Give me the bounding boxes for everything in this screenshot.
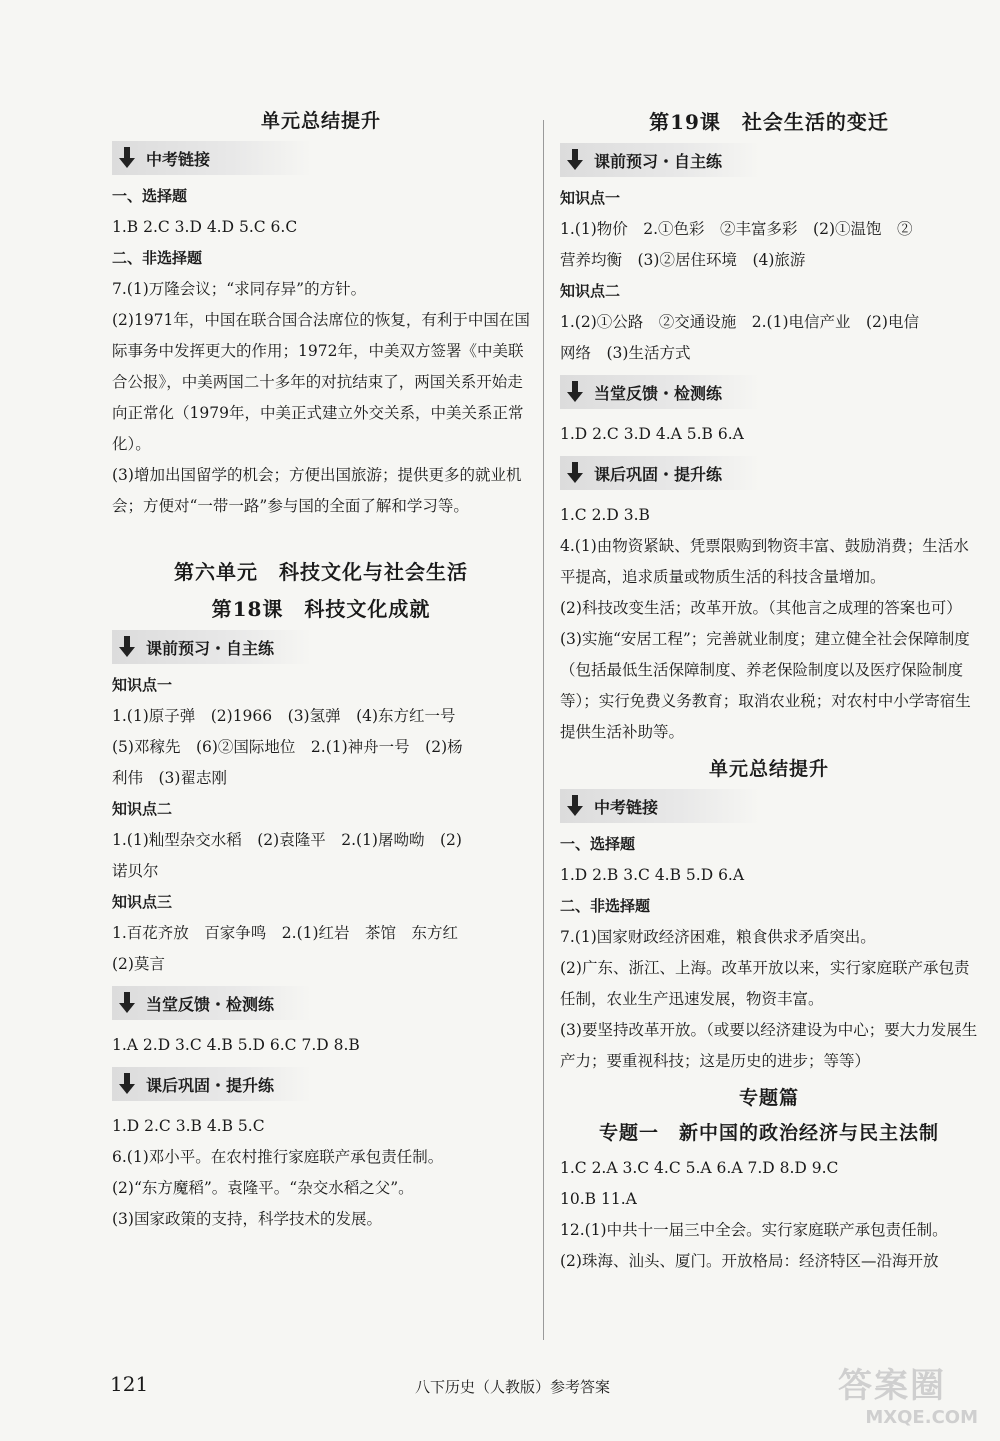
choice-answers: 1.D 2.B 3.C 4.B 5.D 6.A [560, 866, 745, 884]
answer-q4-1: 4.(1)由物资紧缺、凭票限购到物资丰富、鼓励消费；生活水平提高，追求质量或物质生活的科技含量增加。 [560, 537, 969, 586]
watermark-logo [838, 1358, 978, 1430]
answer-q12-2: (2)珠海、汕头、厦门。开放格局：经济特区—沿海开放 [560, 1252, 939, 1270]
unit-summary-title: 单元总结提升 [260, 110, 381, 132]
banner-label: 课前预习・自主练 [594, 151, 723, 171]
lesson19-title: 第19课 社会生活的变迁 [649, 110, 889, 134]
column-divider [543, 120, 544, 1340]
zhongkao-banner [112, 141, 312, 175]
answer-q4-3: (3)实施“安居工程”；完善就业制度；建立健全社会保障制度（包括最低生活保障制度、养老保险制度以及医疗保险制度等）；实行免费义务教育；取消农业税；对农村中小学寄宿生提供生活补助等。 [560, 630, 971, 741]
down-arrow-icon [566, 795, 584, 817]
down-arrow-icon [566, 149, 584, 171]
footer-title: 八下历史（人教版）参考答案 [415, 1378, 611, 1396]
answer-line: 利伟 (3)翟志刚 [112, 769, 227, 787]
watermark-main: 答案圈 [838, 1366, 946, 1406]
answer-q7-1: 7.(1)万隆会议；“求同存异”的方针。 [112, 280, 367, 298]
answer-line: 1.(1)原子弹 (2)1966 (3)氢弹 (4)东方红一号 [112, 707, 456, 725]
zhongkao-banner [560, 789, 760, 823]
answer-q7-3: (3)要坚持改革开放。（或要以经济建设为中心；要大力发展生产力；要重视科技；这是历史的进步；等等） [560, 1021, 978, 1070]
answer-line: 6.(1)邓小平。在农村推行家庭联产承包责任制。 [112, 1148, 444, 1166]
answer-line: 1.C 2.A 3.C 4.C 5.A 6.A 7.D 8.D 9.C [560, 1159, 839, 1177]
down-arrow-icon [118, 1073, 136, 1095]
lesson18-title: 第18课 科技文化成就 [211, 597, 431, 621]
answer-q7-1: 7.(1)国家财政经济困难，粮食供求矛盾突出。 [560, 928, 876, 946]
answer-line: 10.B 11.A [560, 1190, 637, 1208]
down-arrow-icon [118, 636, 136, 658]
nonchoice-label: 二、非选择题 [112, 249, 203, 267]
answer-line: 1.百花齐放 百家争鸣 2.(1)红岩 茶馆 东方红 [112, 924, 459, 942]
knowledge-point-1: 知识点一 [112, 676, 173, 694]
after-class-banner [560, 456, 760, 490]
right-column [560, 100, 978, 1277]
banner-label: 中考链接 [146, 149, 211, 169]
after-answers: 1.C 2.D 3.B [560, 506, 650, 524]
preview-banner [560, 143, 760, 177]
banner-label: 中考链接 [594, 797, 659, 817]
choice-label: 一、选择题 [112, 187, 188, 205]
answer-line: (2)“东方魔稻”。袁隆平。“杂交水稻之父”。 [112, 1179, 414, 1197]
answer-q12-1: 12.(1)中共十一届三中全会。实行家庭联产承包责任制。 [560, 1221, 948, 1239]
answer-line: (3)国家政策的支持，科学技术的发展。 [112, 1210, 382, 1228]
knowledge-point-3: 知识点三 [112, 893, 173, 911]
feedback-answers: 1.A 2.D 3.C 4.B 5.D 6.C 7.D 8.B [112, 1036, 360, 1054]
feedback-banner [112, 986, 312, 1020]
down-arrow-icon [118, 147, 136, 169]
knowledge-point-2: 知识点二 [112, 800, 173, 818]
banner-label: 当堂反馈・检测练 [146, 994, 275, 1014]
preview-banner [112, 630, 312, 664]
topic1-title: 专题一 新中国的政治经济与民主法制 [598, 1122, 939, 1144]
feedback-answers: 1.D 2.C 3.D 4.A 5.B 6.A [560, 425, 744, 443]
answer-line: (5)邓稼先 (6)②国际地位 2.(1)神舟一号 (2)杨 [112, 738, 463, 756]
banner-label: 课后巩固・提升练 [146, 1075, 275, 1095]
answer-line: 诺贝尔 [112, 862, 159, 880]
answer-q7-2: (2)1971年，中国在联合国合法席位的恢复，有利于中国在国际事务中发挥更大的作用；1972年，中美双方签署《中美联合公报》，中美两国二十多年的对抗结束了，两国关系开始走向正常化（1979年，中美正式建立外交关系，中美关系正常化）。 [112, 311, 530, 453]
down-arrow-icon [566, 381, 584, 403]
answer-q7-3: (3)增加出国留学的机会；方便出国旅游；提供更多的就业机会；方便对“一带一路”参与国的全面了解和学习等。 [112, 466, 522, 515]
special-title: 专题篇 [738, 1087, 799, 1109]
feedback-banner [560, 375, 760, 409]
answer-line: 1.(2)①公路 ②交通设施 2.(1)电信产业 (2)电信 [560, 313, 919, 331]
knowledge-point-1: 知识点一 [560, 189, 621, 207]
choice-label: 一、选择题 [560, 835, 636, 853]
knowledge-point-2: 知识点二 [560, 282, 621, 300]
unit6-title: 第六单元 科技文化与社会生活 [174, 560, 468, 584]
watermark-sub: MXQE.COM [865, 1407, 978, 1428]
after-answers: 1.D 2.C 3.B 4.B 5.C [112, 1117, 265, 1135]
answer-line: 1.(1)籼型杂交水稻 (2)袁隆平 2.(1)屠呦呦 (2) [112, 831, 462, 849]
banner-label: 课前预习・自主练 [146, 638, 275, 658]
down-arrow-icon [566, 462, 584, 484]
page-number: 121 [110, 1372, 149, 1396]
unit-summary-title: 单元总结提升 [708, 758, 829, 780]
banner-label: 课后巩固・提升练 [594, 464, 723, 484]
nonchoice-label: 二、非选择题 [560, 897, 651, 915]
answer-line: 1.(1)物价 2.①色彩 ②丰富多彩 (2)①温饱 ② [560, 220, 913, 238]
left-column [112, 100, 530, 1235]
answer-q7-2: (2)广东、浙江、上海。改革开放以来，实行家庭联产承包责任制，农业生产迅速发展，物资丰富。 [560, 959, 970, 1008]
page-footer [110, 1372, 910, 1402]
answer-line: 网络 (3)生活方式 [560, 344, 691, 362]
choice-answers: 1.B 2.C 3.D 4.D 5.C 6.C [112, 218, 298, 236]
answer-line: (2)莫言 [112, 955, 165, 973]
after-class-banner [112, 1067, 312, 1101]
down-arrow-icon [118, 992, 136, 1014]
answer-q4-2: (2)科技改变生活；改革开放。（其他言之成理的答案也可） [560, 599, 962, 617]
banner-label: 当堂反馈・检测练 [594, 383, 723, 403]
answer-line: 营养均衡 (3)②居住环境 (4)旅游 [560, 251, 806, 269]
